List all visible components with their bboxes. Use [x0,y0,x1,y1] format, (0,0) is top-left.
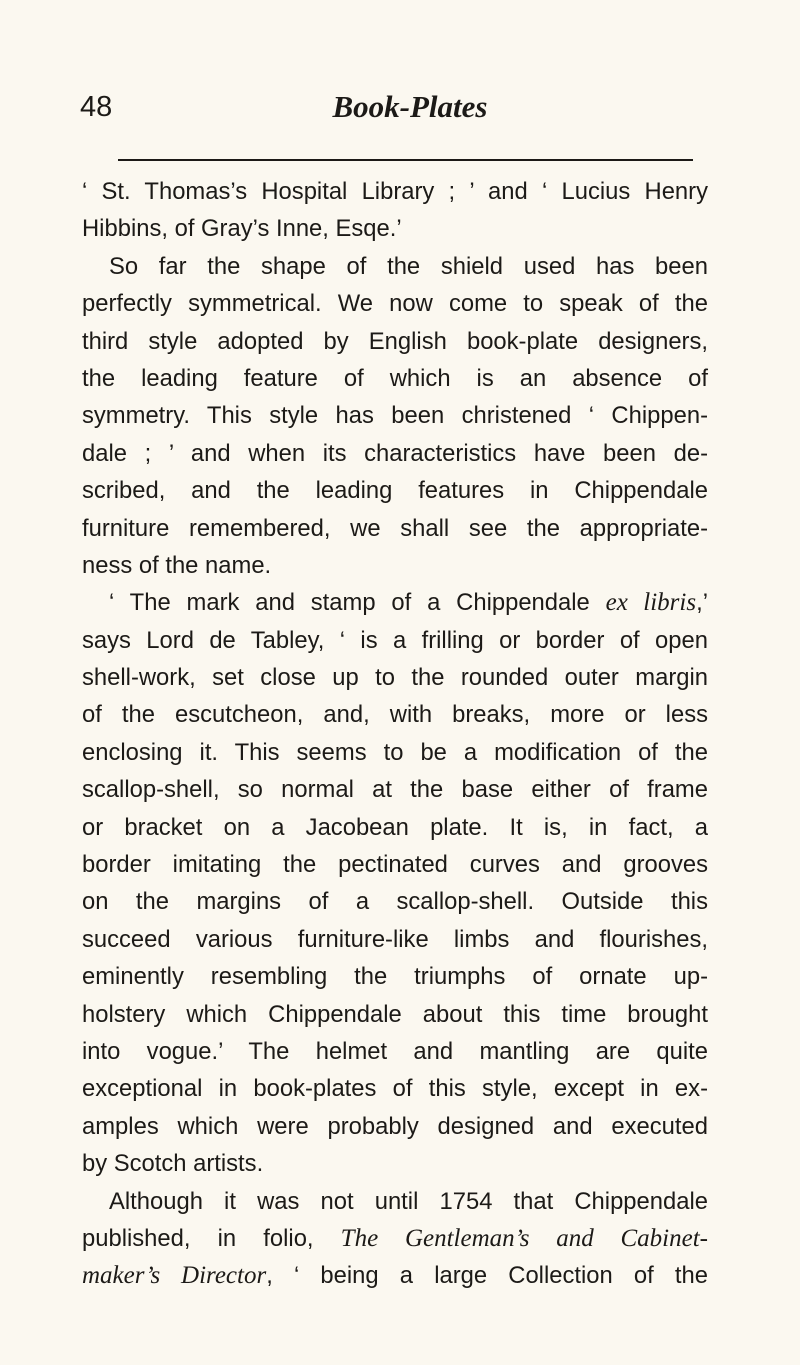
last-line-end: , ‘ being a large Collection of the [266,1262,708,1290]
text-line: dale ; ’ and when its characteristics have been de- [82,439,708,467]
text-line: border imitating the pectinated curves and grooves [82,851,708,879]
text-line: the leading feature of which is an absence of [82,364,708,392]
publication-line [82,1220,708,1257]
text-line: holstery which Chippendale about this time brought [82,1000,708,1028]
text-line: scribed, and the leading features in Chippendale [82,477,708,505]
publication-line-start: published, in folio, [82,1224,341,1252]
text-line: Hibbins, of Gray’s Inne, Esqe.’ [82,215,402,243]
text-line: symmetry. This style has been christened ‘ Chippen- [82,402,708,430]
publication-title-end: maker’s Director [82,1262,267,1290]
text-line: of the escutcheon, and, with breaks, more or less [82,701,708,729]
text-line: enclosing it. This seems to be a modification of the [82,738,708,766]
text-line: perfectly symmetrical. We now come to speak of the [82,290,708,318]
running-title: Book-Plates [332,89,488,124]
body-text [82,173,708,1295]
text-line: by Scotch artists. [82,1150,264,1178]
text-line: succeed various furniture-like limbs and flourishes, [82,925,708,953]
text-line: ness of the name. [82,551,272,579]
text-line: says Lord de Tabley, ‘ is a frilling or border of open [82,626,708,654]
quote-line-italic: ex libris [605,589,697,617]
text-line: shell-work, set close up to the rounded outer margin [82,664,708,692]
quote-line-start: ‘ The mark and stamp of a Chippendale [109,589,606,617]
quote-line [82,584,708,621]
text-line: Although it was not until 1754 that Chippendale [109,1187,708,1215]
header-rule [118,159,693,161]
text-line: scallop-shell, so normal at the base either of frame [82,776,708,804]
text-line: exceptional in book-plates of this style, except in ex- [82,1075,708,1103]
text-line: ‘ St. Thomas’s Hospital Library ; ’ and ‘ Lucius Henry [82,178,708,205]
publication-title-part: The Gentleman’s and Cabinet- [340,1224,708,1252]
text-line: third style adopted by English book-plate designers, [82,327,708,355]
page-number: 48 [80,91,113,123]
text-line: into vogue.’ The helmet and mantling are quite [82,1037,708,1065]
last-line [82,1257,708,1294]
quote-line-end: ,’ [696,589,708,617]
text-line: or bracket on a Jacobean plate. It is, in fact, a [82,813,708,841]
text-line: So far the shape of the shield used has been [109,252,708,280]
text-line: on the margins of a scallop-shell. Outside this [82,888,708,916]
running-head [40,85,760,141]
text-line: eminently resembling the triumphs of ornate up- [82,963,708,991]
text-line: amples which were probably designed and executed [82,1112,708,1140]
text-line: furniture remembered, we shall see the appropriate- [82,514,708,542]
